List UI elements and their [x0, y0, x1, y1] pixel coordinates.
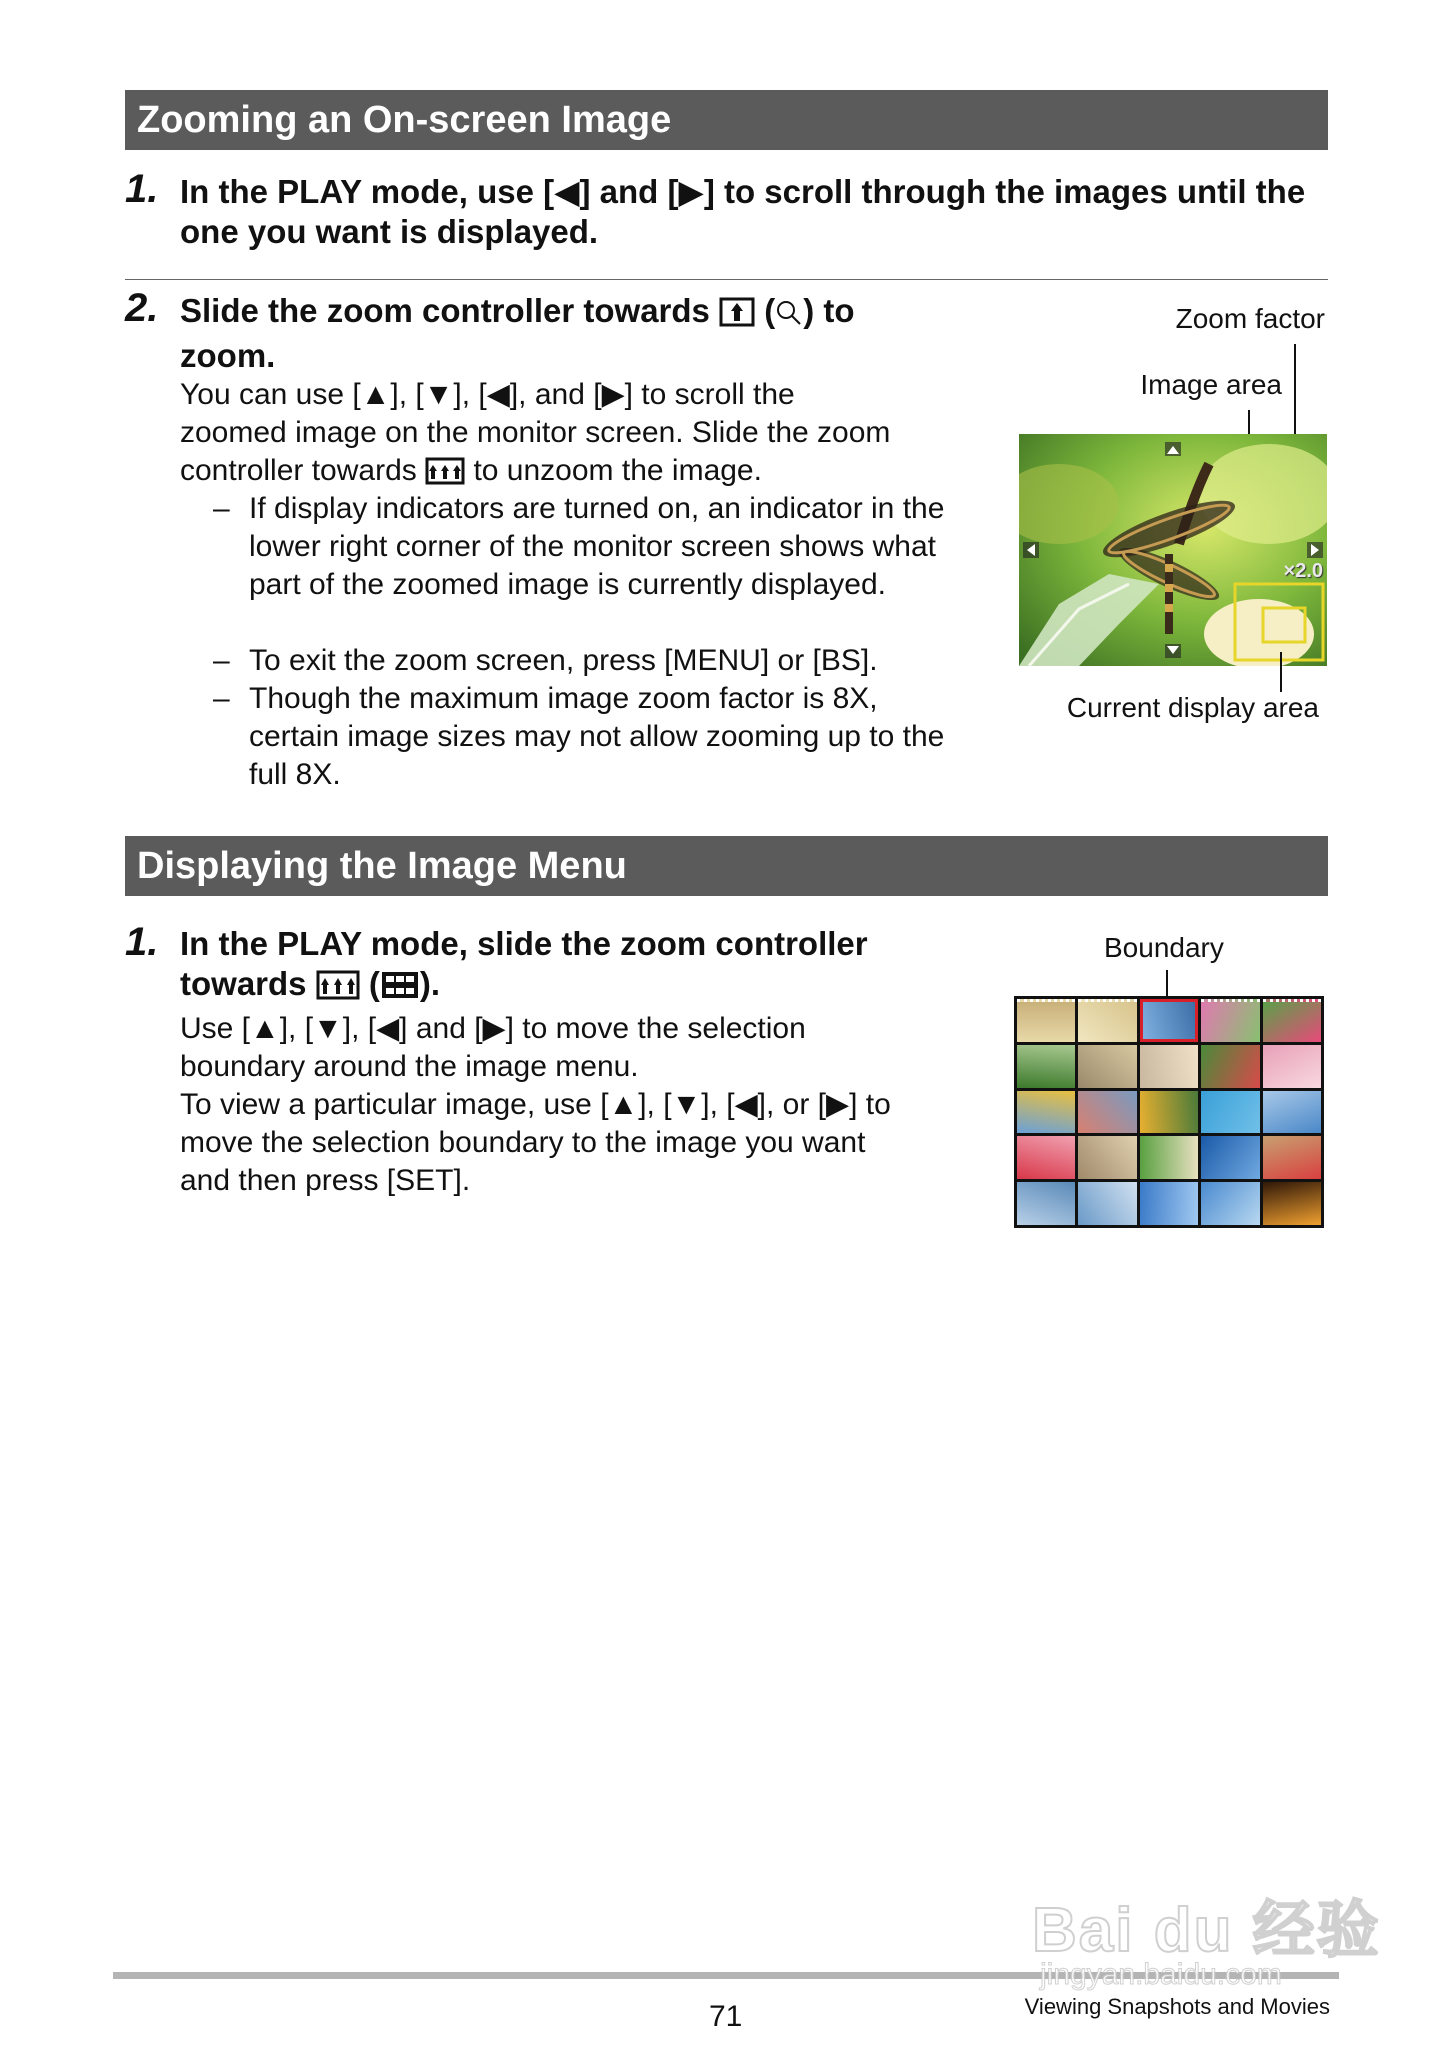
step-number: 1. — [125, 167, 159, 211]
bullet-item — [213, 642, 959, 680]
watermark-url: jingyan.baidu.com — [1040, 1958, 1282, 1991]
step-instruction: In the PLAY mode, slide the zoom controller towards ( ). — [180, 924, 960, 1009]
body-text-fragment: to unzoom the image. — [473, 454, 762, 487]
watermark-logo: Bai du 经验 — [1032, 1896, 1381, 1965]
chapter-title: Viewing Snapshots and Movies — [1024, 1994, 1330, 2019]
step-body — [180, 1010, 980, 1200]
body-line: Use [▲], [▼], [◀] and [▶] to move the selection — [180, 1012, 806, 1045]
bullet-item — [213, 680, 959, 794]
bullet-dash: – — [213, 492, 230, 525]
body-line — [180, 452, 960, 495]
thumbnail[interactable] — [1263, 1045, 1321, 1088]
step-number: 1. — [125, 920, 159, 964]
step-head-text: Slide the zoom controller towards — [180, 292, 710, 329]
step-instruction: Slide the zoom controller towards ( ) to zoom. — [180, 292, 855, 374]
body-text-fragment: controller towards — [180, 454, 417, 487]
section-title-image-menu: Displaying the Image Menu — [125, 836, 1328, 896]
current-display-leader — [1280, 652, 1282, 692]
thumbnail[interactable] — [1140, 1091, 1198, 1134]
grid-view-icon — [380, 969, 420, 1009]
thumbnail[interactable] — [1140, 1182, 1198, 1225]
thumbnail[interactable] — [1263, 1182, 1321, 1225]
step-head-text: zoom. — [180, 337, 276, 374]
body-line: boundary around the image menu. — [180, 1050, 639, 1083]
thumbnail[interactable] — [1263, 999, 1321, 1042]
thumbnail[interactable] — [1201, 1136, 1259, 1179]
body-line: move the selection boundary to the image you want — [180, 1126, 866, 1159]
page-number: 71 — [709, 2000, 743, 2033]
image-menu-grid — [1014, 996, 1324, 1228]
thumbnail[interactable] — [1017, 1091, 1075, 1134]
boundary-label: Boundary — [1104, 932, 1224, 963]
step-head-text: to — [823, 292, 855, 329]
thumbnail[interactable] — [1201, 1091, 1259, 1134]
thumbnail[interactable] — [1017, 1182, 1075, 1225]
thumbnail[interactable] — [1078, 1091, 1136, 1134]
divider — [125, 279, 1328, 280]
body-line: You can use [▲], [▼], [◀], and [▶] to scroll the — [180, 378, 795, 411]
thumbnail[interactable] — [1017, 1136, 1075, 1179]
zoomed-photo — [1019, 434, 1327, 666]
thumbnail[interactable] — [1201, 1182, 1259, 1225]
thumbnail-selected[interactable] — [1140, 999, 1198, 1042]
bullet-text: If display indicators are turned on, an indicator in the lower right corner of the monitor screen shows what part of the zoomed image is currently displayed. — [249, 492, 945, 601]
step-number: 2. — [125, 286, 159, 330]
bullet-dash: – — [213, 682, 230, 715]
thumbnail[interactable] — [1078, 1136, 1136, 1179]
bullet-text: Though the maximum image zoom factor is 8X, certain image sizes may not allow zooming up to the full 8X. — [249, 682, 945, 791]
thumbnail[interactable] — [1263, 1136, 1321, 1179]
thumbnail[interactable] — [1078, 1182, 1136, 1225]
bullet-dash: – — [213, 644, 230, 677]
step-body — [180, 376, 960, 495]
telephoto-icon — [719, 296, 755, 336]
step-instruction: In the PLAY mode, use [◀] and [▶] to scroll through the images until the one you want is displayed. — [180, 173, 1306, 250]
thumbnail[interactable] — [1140, 1136, 1198, 1179]
thumbnail[interactable] — [1201, 1045, 1259, 1088]
thumbnail[interactable] — [1201, 999, 1259, 1042]
bullet-text: To exit the zoom screen, press [MENU] or [BS]. — [249, 644, 878, 677]
bullet-item — [213, 490, 959, 604]
zoom-factor-readout: ×2.0 — [1283, 560, 1323, 582]
thumbnail[interactable] — [1017, 1045, 1075, 1088]
zoom-factor-label: Zoom factor — [1175, 303, 1325, 334]
image-area-label: Image area — [1140, 369, 1282, 400]
wide-angle-icon — [316, 969, 360, 1009]
thumbnail[interactable] — [1017, 999, 1075, 1042]
body-line: zoomed image on the monitor screen. Slide the zoom — [180, 416, 891, 449]
thumbnail[interactable] — [1078, 999, 1136, 1042]
current-display-label: Current display area — [1066, 692, 1319, 723]
thumbnail[interactable] — [1140, 1045, 1198, 1088]
step-head-text: towards — [180, 965, 307, 1002]
thumbnail[interactable] — [1263, 1091, 1321, 1134]
thumbnail[interactable] — [1078, 1045, 1136, 1088]
section-title-zooming: Zooming an On-screen Image — [125, 90, 1328, 150]
body-line: and then press [SET]. — [180, 1164, 471, 1197]
step-head-text: In the PLAY mode, slide the zoom controller — [180, 925, 868, 962]
magnifier-icon — [775, 296, 803, 336]
body-line: To view a particular image, use [▲], [▼], [◀], or [▶] to — [180, 1088, 891, 1121]
